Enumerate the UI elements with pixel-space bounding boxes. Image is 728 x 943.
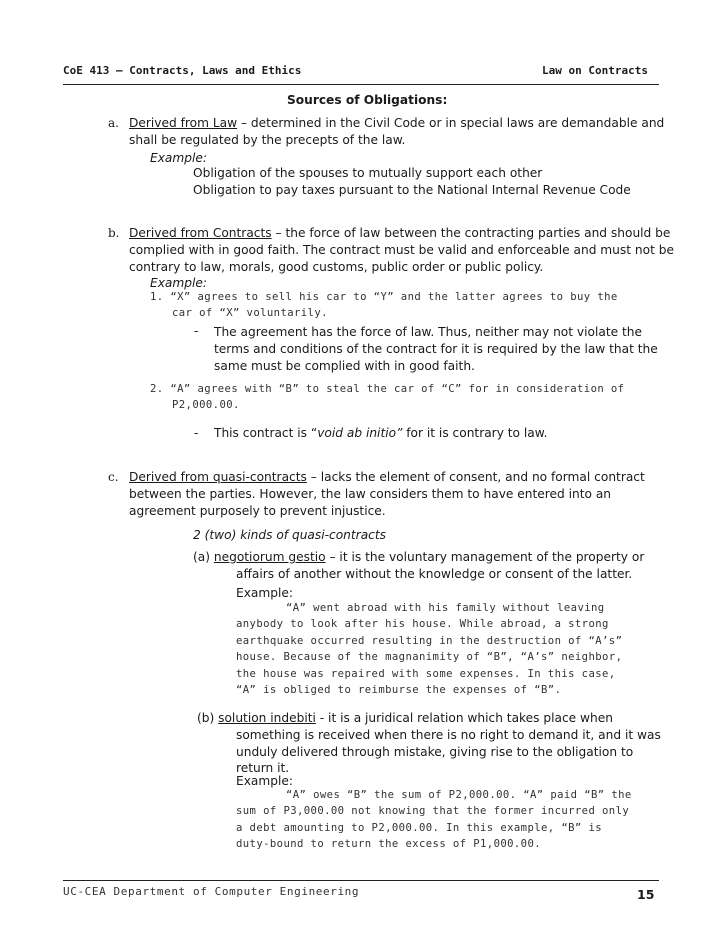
footer-department: UC-CEA Department of Computer Engineering [63,885,360,898]
header-rule [63,84,659,85]
section-b-example-1-note: The agreement has the force of law. Thus, neither may not violate the terms and conditions of the contract for it is required by the law that the same must be complied with in good faith. [214,325,658,373]
solution-indebiti-example-label: Example: [236,774,293,788]
section-a-body [129,115,669,149]
section-a-example-label: Example: [150,151,207,165]
bullet-dash: - [194,324,199,338]
section-c-body [129,469,674,519]
negotiorum-gestio-example-label: Example: [236,586,293,600]
section-b-example-2: 2. “A” agrees with “B” to steal the car of “C” for in consideration of P2,000.00. [150,383,625,412]
section-b-line-1: Derived from Contracts – the force of law between the contracting parties and should be [129,226,671,240]
solution-indebiti-example: “A” owes “B” the sum of P2,000.00. “A” paid “B” the sum of P3,000.00 not knowing that the former incurred only a debt amounting to P2,000.00. In this example, “B” is duty-bound to return the excess of P1,000.00. [236,789,632,851]
solution-indebiti-term: solution indebiti [218,711,316,725]
quasi-contracts-kinds-label: 2 (two) kinds of quasi-contracts [193,528,386,542]
section-b-heading: Derived from Contracts [129,226,272,240]
section-b-letter: b. [108,226,120,240]
header-topic: Law on Contracts [542,64,648,77]
section-b-example-1: 1. “X” agrees to sell his car to “Y” and the latter agrees to buy the car of “X” voluntarily. [150,291,618,320]
section-c-line-3: agreement purposely to prevent injustice. [129,503,386,518]
section-b-example-label: Example: [150,276,207,290]
section-c-line-2: between the parties. However, the law considers them to have entered into an [129,486,612,501]
list-item: Obligation to pay taxes pursuant to the National Internal Revenue Code [193,182,631,197]
section-c-heading: Derived from quasi-contracts [129,470,307,484]
section-a-letter: a. [108,116,119,130]
section-a-heading: Derived from Law [129,116,238,130]
section-b-line-3: contrary to law, morals, good customs, public order or public policy. [129,259,544,274]
negotiorum-gestio-term: negotiorum gestio [213,550,326,564]
list-item: Obligation of the spouses to mutually support each other [193,166,543,180]
page-number: 15 [637,887,655,902]
section-a-examples [193,165,631,199]
section-a-line-1: Derived from Law – determined in the Civil Code or in special laws are demandable and [129,116,665,130]
header-course-title: CoE 413 – Contracts, Laws and Ethics [63,64,302,77]
section-b-body [129,225,674,275]
section-c-line-1: Derived from quasi-contracts – lacks the element of consent, and no formal contract [129,470,645,484]
section-c-letter: c. [108,470,119,484]
page-title: Sources of Obligations: [287,93,448,107]
negotiorum-gestio-definition: (a) negotiorum gestio – it is the voluntary management of the property or affairs of another without the knowledge or consent of the latter. [193,550,645,581]
solution-indebiti-definition: (b) solution indebiti - it is a juridical relation which takes place when something is received when there is no right to demand it, and it was unduly delivered through mistake, giving rise to the obligation to return it. [197,711,661,776]
footer-rule [63,880,659,881]
negotiorum-gestio-example: “A” went abroad with his family without leaving anybody to look after his house. While abroad, a strong earthquake occurred resulting in the destruction of “A’s” house. Because of the magnanimity of “B”, “A’s” neighbor, the house was repaired with some expenses. In this case, “A” is obliged to reimburse the expenses of “B”. [236,602,623,697]
section-b-example-2-note: This contract is “void ab initio” for it is contrary to law. [214,426,548,440]
section-b-line-2: complied with in good faith. The contract must be valid and enforceable and must not be [129,242,674,257]
section-a-line-2: shall be regulated by the precepts of the law. [129,132,406,147]
bullet-dash: - [194,426,199,440]
